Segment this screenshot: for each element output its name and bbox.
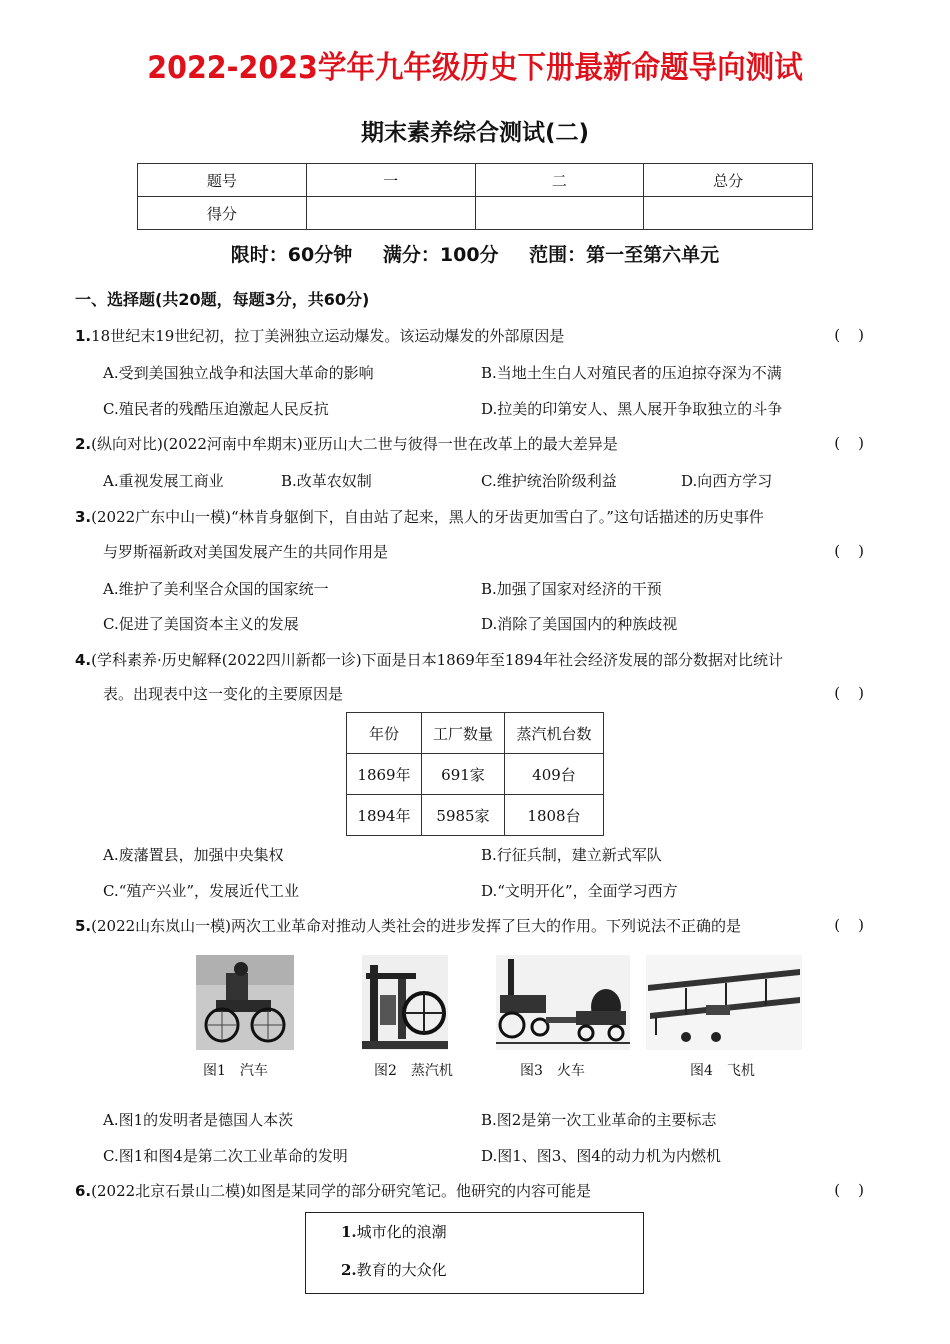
option-d[interactable]: D.向西方学习	[681, 472, 773, 490]
table-cell: 二	[475, 164, 644, 197]
full-score: 满分：100分	[382, 244, 499, 266]
train-image	[496, 955, 630, 1050]
question-number: 3.	[75, 508, 92, 526]
option-b[interactable]: B.改革农奴制	[281, 472, 372, 490]
table-cell: 691家	[422, 754, 505, 795]
question-number: 5.	[75, 917, 92, 935]
table-row	[347, 754, 604, 795]
answer-blank[interactable]: ()	[834, 542, 882, 560]
research-notes-box	[305, 1212, 644, 1294]
figure-caption: 图1 汽车	[203, 1063, 268, 1079]
note-item	[341, 1259, 447, 1280]
option-d[interactable]: D.消除了美国国内的种族歧视	[481, 615, 678, 633]
answer-blank[interactable]: ()	[834, 326, 882, 344]
question-number: 6.	[75, 1182, 92, 1200]
option-d[interactable]: D.拉美的印第安人、黑人展开争取独立的斗争	[481, 400, 783, 418]
table-row	[347, 795, 604, 836]
option-d[interactable]: D.图1、图3、图4的动力机为内燃机	[481, 1147, 721, 1165]
question-4	[75, 650, 885, 670]
airplane-image	[646, 955, 802, 1050]
question-text: (2022广东中山一模)“林肯身躯倒下，自由站了起来，黑人的牙齿更加雪白了。”这句话描述的历史事件	[91, 508, 764, 526]
question-number: 4.	[75, 651, 92, 669]
section-heading: 一、选择题(共20题，每题3分，共60分)	[75, 290, 370, 309]
option-b[interactable]: B.当地土生白人对殖民者的压迫掠夺深为不满	[481, 364, 782, 382]
table-cell: 1808台	[505, 795, 604, 836]
question-5	[75, 916, 885, 936]
option-a[interactable]: A.维护了美利坚合众国的国家统一	[103, 580, 329, 598]
option-a[interactable]: A.图1的发明者是德国人本茨	[103, 1111, 294, 1129]
car-image	[196, 955, 294, 1050]
question-6	[75, 1181, 885, 1201]
option-a[interactable]: A.受到美国独立战争和法国大革命的影响	[103, 364, 374, 382]
question-text: 18世纪末19世纪初，拉丁美洲独立运动爆发。该运动爆发的外部原因是	[91, 327, 565, 345]
question-1	[75, 326, 885, 346]
question-number: 1.	[75, 327, 92, 345]
option-d[interactable]: D.“文明开化”，全面学习西方	[481, 882, 678, 900]
table-cell: 1869年	[347, 754, 422, 795]
question-text: (2022北京石景山二模)如图是某同学的部分研究笔记。他研究的内容可能是	[91, 1182, 592, 1200]
table-header-cell: 工厂数量	[422, 713, 505, 754]
score-field[interactable]	[475, 197, 644, 230]
table-row	[138, 164, 813, 197]
data-table	[346, 712, 604, 836]
option-b[interactable]: B.图2是第一次工业革命的主要标志	[481, 1111, 717, 1129]
main-title: 2022-2023学年九年级历史下册最新命题导向测试	[147, 50, 803, 86]
question-text-cont: 与罗斯福新政对美国发展产生的共同作用是	[103, 543, 389, 561]
table-cell: 409台	[505, 754, 604, 795]
table-cell: 题号	[138, 164, 307, 197]
option-b[interactable]: B.行征兵制，建立新式军队	[481, 846, 662, 864]
scope: 范围：第一至第六单元	[529, 244, 720, 266]
steam-engine-image	[362, 955, 448, 1050]
answer-blank[interactable]: ()	[834, 434, 882, 452]
option-c[interactable]: C.促进了美国资本主义的发展	[103, 615, 299, 633]
note-text: 城市化的浪潮	[356, 1223, 447, 1241]
score-field[interactable]	[644, 197, 813, 230]
figure-caption: 图3 火车	[520, 1063, 585, 1079]
table-header-cell: 年份	[347, 713, 422, 754]
option-a[interactable]: A.废藩置县，加强中央集权	[103, 846, 284, 864]
table-cell: 一	[306, 164, 475, 197]
question-text: (纵向对比)(2022河南中牟期末)亚历山大二世与彼得一世在改革上的最大差异是	[91, 435, 618, 453]
table-cell: 得分	[138, 197, 307, 230]
table-cell: 5985家	[422, 795, 505, 836]
answer-blank[interactable]: ()	[834, 684, 882, 702]
question-number: 2.	[75, 435, 92, 453]
question-text: (学科素养·历史解释(2022四川新都一诊)下面是日本1869年至1894年社会经济发展的部分数据对比统计	[91, 651, 783, 669]
note-number: 1.	[341, 1223, 357, 1241]
exam-meta	[0, 240, 950, 267]
option-c[interactable]: C.“殖产兴业”，发展近代工业	[103, 882, 300, 900]
option-b[interactable]: B.加强了国家对经济的干预	[481, 580, 662, 598]
note-number: 2.	[341, 1261, 357, 1279]
table-row	[138, 197, 813, 230]
option-c[interactable]: C.殖民者的残酷压迫激起人民反抗	[103, 400, 329, 418]
option-a[interactable]: A.重视发展工商业	[103, 472, 224, 490]
note-text: 教育的大众化	[356, 1261, 447, 1279]
score-field[interactable]	[306, 197, 475, 230]
table-cell: 总分	[644, 164, 813, 197]
sub-title: 期末素养综合测试(二)	[360, 120, 590, 146]
question-2	[75, 434, 885, 454]
score-table	[137, 163, 813, 230]
question-3	[75, 507, 885, 527]
figure-caption: 图2 蒸汽机	[374, 1063, 453, 1079]
option-c[interactable]: C.维护统治阶级利益	[481, 472, 617, 490]
note-item	[341, 1221, 447, 1242]
question-text: (2022山东岚山一模)两次工业革命对推动人类社会的进步发挥了巨大的作用。下列说法不正确的是	[91, 917, 742, 935]
option-c[interactable]: C.图1和图4是第二次工业革命的发明	[103, 1147, 348, 1165]
answer-blank[interactable]: ()	[834, 1181, 882, 1199]
time-limit: 限时：60分钟	[230, 244, 353, 266]
table-header-cell: 蒸汽机台数	[505, 713, 604, 754]
figure-caption: 图4 飞机	[690, 1063, 755, 1079]
table-row	[347, 713, 604, 754]
question-text-cont: 表。出现表中这一变化的主要原因是	[103, 685, 344, 703]
answer-blank[interactable]: ()	[834, 916, 882, 934]
table-cell: 1894年	[347, 795, 422, 836]
